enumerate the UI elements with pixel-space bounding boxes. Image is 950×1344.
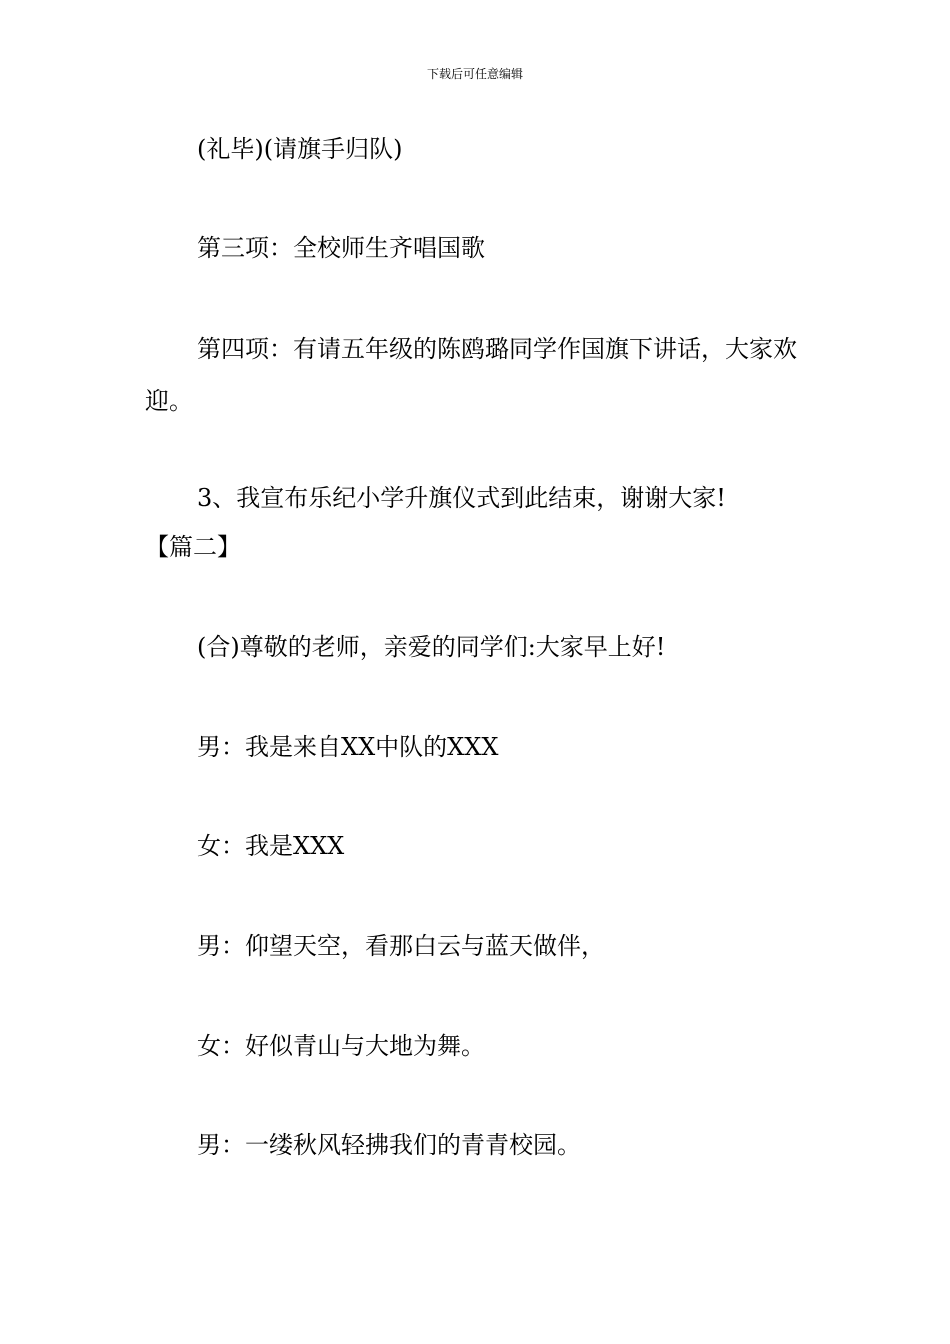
text-line-item-four: 第四项：有请五年级的陈鸥璐同学作国旗下讲话，大家欢迎。 — [145, 335, 797, 415]
page-header-note: 下载后可任意编辑 — [426, 67, 523, 81]
text-line-female-intro: 女：我是XXX — [197, 832, 345, 860]
text-line-closing: 3、我宣布乐纪小学升旗仪式到此结束，谢谢大家! — [197, 484, 726, 512]
section-heading-part-two: 【篇二】 — [145, 533, 241, 561]
text-line-greeting: (合)尊敬的老师，亲爱的同学们:大家早上好! — [197, 633, 666, 661]
text-line-ceremony-end: (礼毕)(请旗手归队) — [197, 135, 403, 163]
text-line-male-breeze: 男：一缕秋风轻拂我们的青青校园。 — [197, 1131, 581, 1159]
text-line-female-mountain: 女：好似青山与大地为舞。 — [197, 1032, 485, 1060]
text-line-male-intro: 男：我是来自XX中队的XXX — [197, 733, 499, 761]
text-line-male-sky: 男：仰望天空，看那白云与蓝天做伴， — [197, 932, 605, 960]
text-line-item-three: 第三项：全校师生齐唱国歌 — [197, 234, 485, 262]
